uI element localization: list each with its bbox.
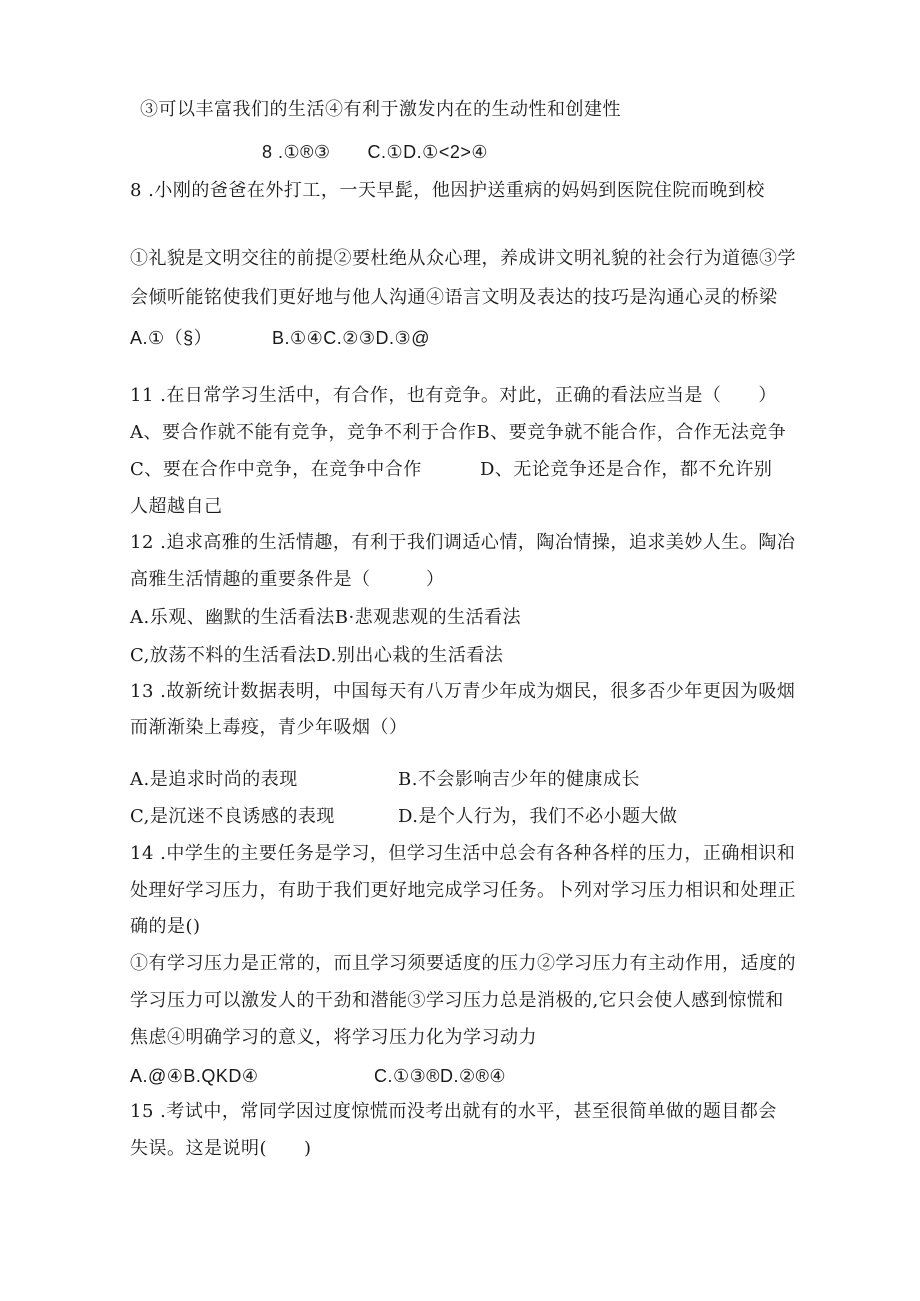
question-14-text: 14 .中学生的主要任务是学习，但学习生活中总会有各种各样的压力，正确相识和 — [130, 843, 796, 864]
answer-option-a: A.①（§） — [130, 328, 213, 348]
answer-option-d: D、无论竞争还是合作，都不允许别 — [480, 459, 773, 480]
answer-options-cd: C,放荡不料的生活看法D.别出心栽的生活看法 — [130, 645, 504, 666]
answer-option-a: A.是追求时尚的表现 — [130, 769, 298, 790]
question-12-text: 高雅生活情趣的重要条件是（ ） — [130, 569, 445, 590]
question-14-text: 处理好学习压力，有助于我们更好地完成学习任务。卜列对学习压力相识和处理正 — [130, 880, 796, 901]
answer-option-c: C,是沉迷不良诱感的表现 — [130, 806, 335, 827]
text-line: ③可以丰富我们的生活④有利于激发内在的生动性和创建性 — [140, 99, 621, 120]
answer-options-line: 8 .①®③ C.①D.①<2>④ — [262, 142, 488, 162]
question-15-text: 15 .考试中，常同学因过度惊慌而没考出就有的水平，甚至很简单做的题目都会 — [130, 1101, 777, 1122]
question-15-text: 失误。这是说明( ) — [130, 1138, 312, 1159]
answer-options-cd: C.①③®D.②®④ — [374, 1066, 507, 1086]
question-8-text: 8 .小刚的爸爸在外打工，一天早髭，他因护送重病的妈妈到医院住院而晚到校 — [130, 180, 765, 201]
statement-line: 会倾听能铭使我们更好地与他人沟通④语言文明及表达的技巧是沟通心灵的桥梁 — [130, 287, 778, 308]
answer-options-bcd: B.①④C.②③D.③@ — [272, 328, 430, 348]
answer-options-ab: A.乐观、幽默的生活看法B·悲观悲观的生活看法 — [130, 607, 522, 628]
answer-options-ab: A、要合作就不能有竞争，竞争不利于合作B、要竞争就不能合作，合作无法竞争 — [130, 422, 787, 443]
answer-options-ab: A.@④B.QKD④ — [130, 1066, 259, 1086]
statement-line: 学习压力可以激发人的干劲和潜能③学习压力总是消极的,它只会使人感到惊慌和 — [130, 990, 784, 1011]
question-12-text: 12 .追求高雅的生活情趣，有利于我们调适心情，陶冶情操，追求美妙人生。陶冶 — [130, 532, 796, 553]
answer-option-d-continued: 人超越自己 — [130, 496, 223, 517]
question-14-text: 确的是() — [130, 916, 201, 937]
statement-line: ①有学习压力是正常的，而且学习须要适度的压力②学习压力有主动作用，适度的 — [130, 953, 796, 974]
question-11-text: 11 .在日常学习生活中，有合作，也有竞争。对此，正确的看法应当是（ ） — [130, 385, 777, 406]
question-13-text: 13 .故新统计数据表明，中国每天有八万青少年成为烟民，很多否少年更因为吸烟 — [130, 681, 796, 702]
answer-option-c: C、要在合作中竞争，在竞争中合作 — [130, 459, 422, 480]
statement-line: 焦虑④明确学习的意义，将学习压力化为学习动力 — [130, 1027, 537, 1048]
answer-option-d: D.是个人行为，我们不必小题大做 — [398, 806, 678, 827]
statement-line: ①礼貌是文明交往的前提②要杜绝从众心理，养成讲文明礼貌的社会行为道德③学 — [130, 248, 796, 269]
answer-option-b: B.不会影响吉少年的健康成长 — [398, 769, 640, 790]
question-13-text: 而渐渐染上毒疫，青少年吸烟（） — [130, 717, 408, 738]
